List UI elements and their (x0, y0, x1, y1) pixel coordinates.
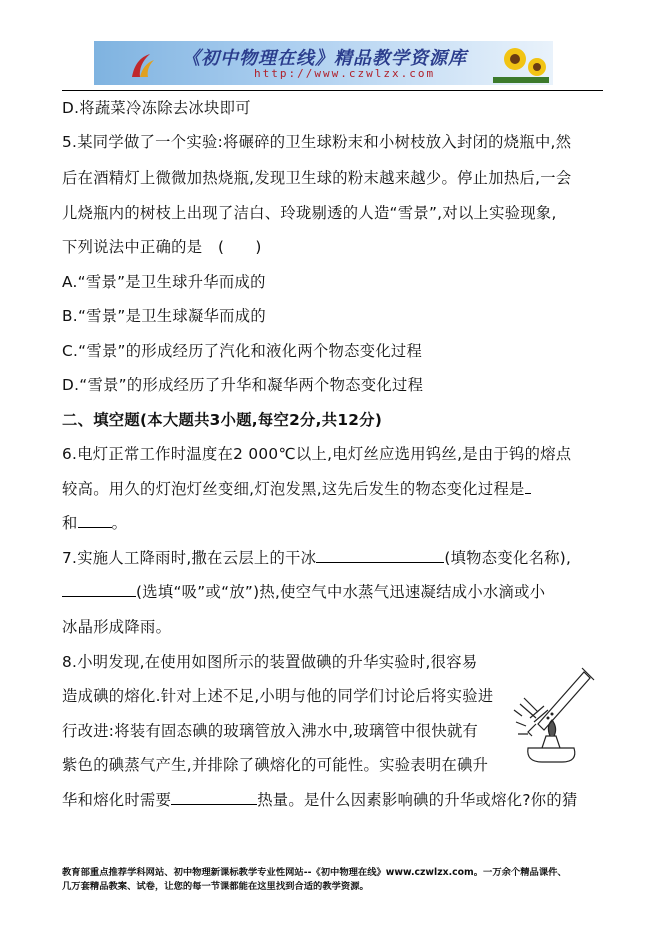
banner-url: http://www.czwlzx.com (254, 67, 436, 80)
footer-line: 教育部重点推荐学科网站、初中物理新课标教学专业性网站--《初中物理在线》www.czwlzx.com。一万余个精品课件、 (62, 867, 567, 878)
text-line (62, 580, 545, 602)
text-line (62, 788, 578, 810)
text-line: 儿烧瓶内的树枝上出现了洁白、玲珑剔透的人造“雪景”,对以上实验现象, (62, 204, 557, 222)
text-line: 6.电灯正常工作时温度在2 000℃以上,电灯丝应选用钨丝,是由于钨的熔点 (62, 445, 572, 463)
text-line (62, 511, 127, 533)
text-span: 热量。是什么因素影响碘的升华或熔化?你的猜 (257, 791, 578, 809)
text-span: 和 (62, 514, 78, 532)
text-line: 8.小明发现,在使用如图所示的装置做碘的升华实验时,很容易 (62, 653, 478, 671)
text-line: 紫色的碘蒸气产生,并排除了碘熔化的可能性。实验表明在碘升 (62, 756, 489, 774)
text-line: 后在酒精灯上微微加热烧瓶,发现卫生球的粉末越来越少。停止加热后,一会 (62, 169, 572, 187)
text-span: (选填“吸”或“放”)热,使空气中水蒸气迅速凝结成小水滴或小 (136, 583, 546, 601)
answer-blank (171, 790, 257, 805)
text-span: (填物态变化名称), (444, 549, 572, 567)
text-line: 造成碘的熔化.针对上述不足,小明与他的同学们讨论后将实验进 (62, 687, 494, 705)
answer-blank (316, 548, 444, 563)
answer-blank (78, 513, 112, 528)
footer-line: 几万套精品教案、试卷，让您的每一节课都能在这里找到合适的教学资源。 (62, 881, 369, 892)
text-line: 5.某同学做了一个实验:将碾碎的卫生球粉末和小树枝放入封闭的烧瓶中,然 (62, 133, 572, 151)
answer-blank (525, 479, 531, 494)
logo-icon (128, 51, 156, 79)
text-line: 行改进:将装有固态碘的玻璃管放入沸水中,玻璃管中很快就有 (62, 722, 479, 740)
text-line: D.将蔬菜冷冻除去冰块即可 (62, 99, 251, 117)
header-rule (62, 90, 603, 91)
section-heading: 二、填空题(本大题共3小题,每空2分,共12分) (62, 411, 383, 429)
text-line: 冰晶形成降雨。 (62, 618, 172, 636)
answer-blank (62, 582, 136, 597)
text-span: 较高。用久的灯泡灯丝变细,灯泡发黑,这先后发生的物态变化过程是 (62, 480, 525, 498)
option-d: D.“雪景”的形成经历了升华和凝华两个物态变化过程 (62, 376, 424, 394)
text-line (62, 477, 531, 499)
option-b: B.“雪景”是卫生球凝华而成的 (62, 307, 266, 325)
sunflower-icon (493, 43, 549, 83)
header-banner (94, 41, 553, 85)
text-line: 下列说法中正确的是 ( ) (62, 238, 262, 256)
text-line (62, 546, 571, 568)
text-span: 华和熔化时需要 (62, 791, 172, 809)
apparatus-figure (508, 666, 604, 766)
option-a: A.“雪景”是卫生球升华而成的 (62, 273, 266, 291)
option-c: C.“雪景”的形成经历了汽化和液化两个物态变化过程 (62, 342, 423, 360)
banner-title: 《初中物理在线》精品教学资源库 (182, 48, 467, 69)
text-span: 7.实施人工降雨时,撒在云层上的干冰 (62, 549, 317, 567)
text-span: 。 (111, 514, 128, 532)
